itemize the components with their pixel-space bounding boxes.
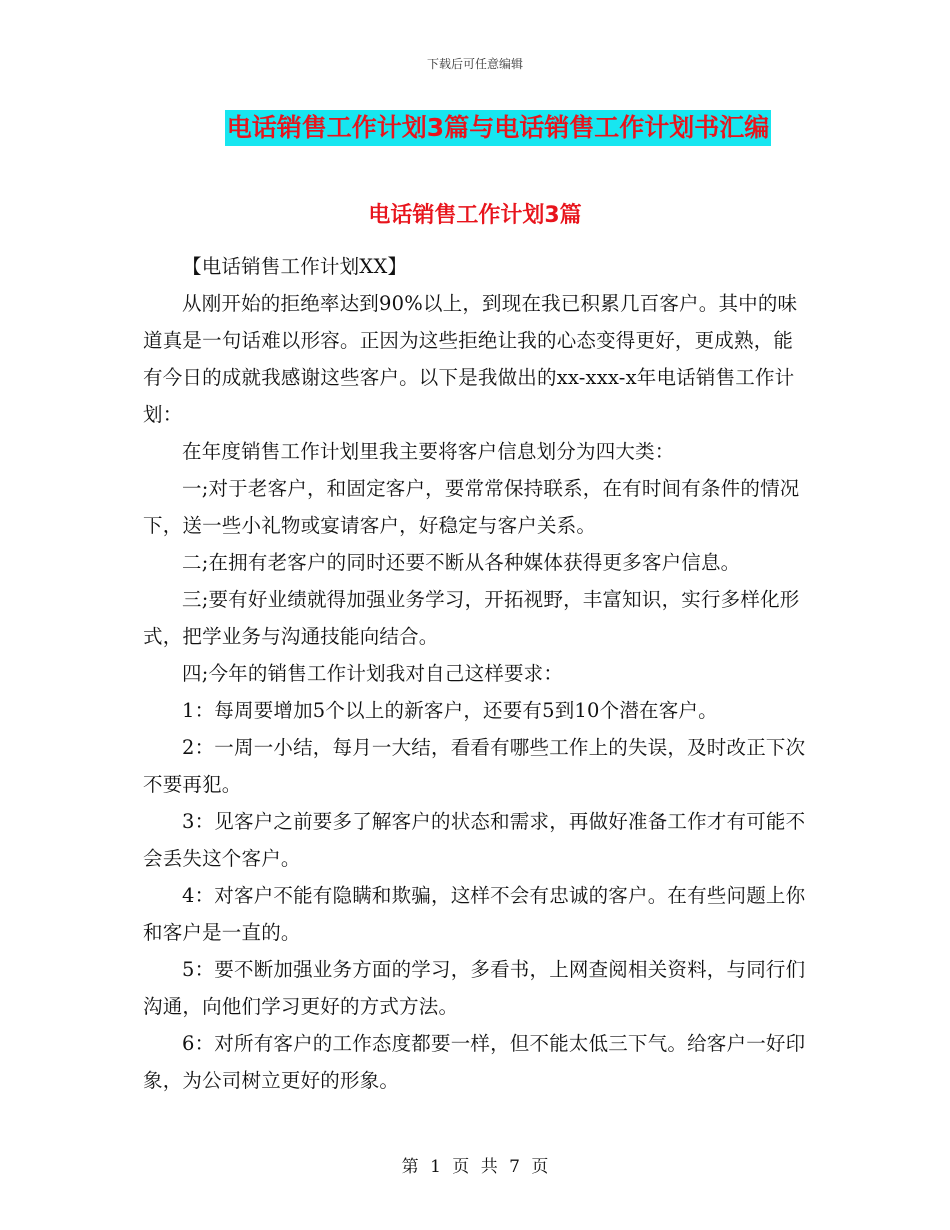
paragraph: 三;要有好业绩就得加强业务学习，开拓视野，丰富知识，实行多样化形式，把学业务与沟通技能向结合。 [143, 588, 800, 648]
document-body [143, 248, 807, 1099]
header-note: 下载后可任意编辑 [426, 57, 523, 71]
sub-title: 电话销售工作计划3篇 [368, 203, 582, 228]
page-footer: 第 1 页 共 7 页 [401, 1157, 549, 1177]
paragraph: 1：每周要增加5个以上的新客户，还要有5到10个潜在客户。 [182, 699, 718, 722]
paragraph: 在年度销售工作计划里我主要将客户信息划分为四大类： [182, 440, 675, 463]
paragraph: 从刚开始的拒绝率达到90%以上，到现在我已积累几百客户。其中的味道真是一句话难以形容。正因为这些拒绝让我的心态变得更好，更成熟，能有今日的成就我感谢这些客户。以下是我做出的xx-xxx-x年电话销售工作计划： [143, 292, 798, 426]
paragraph: 二;在拥有老客户的同时还要不断从各种媒体获得更多客户信息。 [182, 551, 741, 574]
paragraph: 3：见客户之前要多了解客户的状态和需求，再做好准备工作才有可能不会丢失这个客户。 [143, 810, 806, 870]
paragraph: 【电话销售工作计划XX】 [182, 255, 408, 278]
paragraph: 5：要不断加强业务方面的学习，多看书，上网查阅相关资料，与同行们沟通，向他们学习更好的方式方法。 [143, 958, 806, 1018]
paragraph: 4：对客户不能有隐瞒和欺骗，这样不会有忠诚的客户。在有些问题上你和客户是一直的。 [143, 884, 806, 944]
paragraph: 2：一周一小结，每月一大结，看看有哪些工作上的失误，及时改正下次不要再犯。 [143, 736, 806, 796]
paragraph: 6：对所有客户的工作态度都要一样，但不能太低三下气。给客户一好印象，为公司树立更好的形象。 [143, 1032, 806, 1092]
paragraph: 一;对于老客户，和固定客户，要常常保持联系，在有时间有条件的情况下，送一些小礼物或宴请客户，好稳定与客户关系。 [143, 477, 800, 537]
main-title-wrap [0, 110, 950, 146]
main-title: 电话销售工作计划3篇与电话销售工作计划书汇编 [225, 110, 771, 146]
paragraph: 四;今年的销售工作计划我对自己这样要求： [182, 662, 564, 685]
